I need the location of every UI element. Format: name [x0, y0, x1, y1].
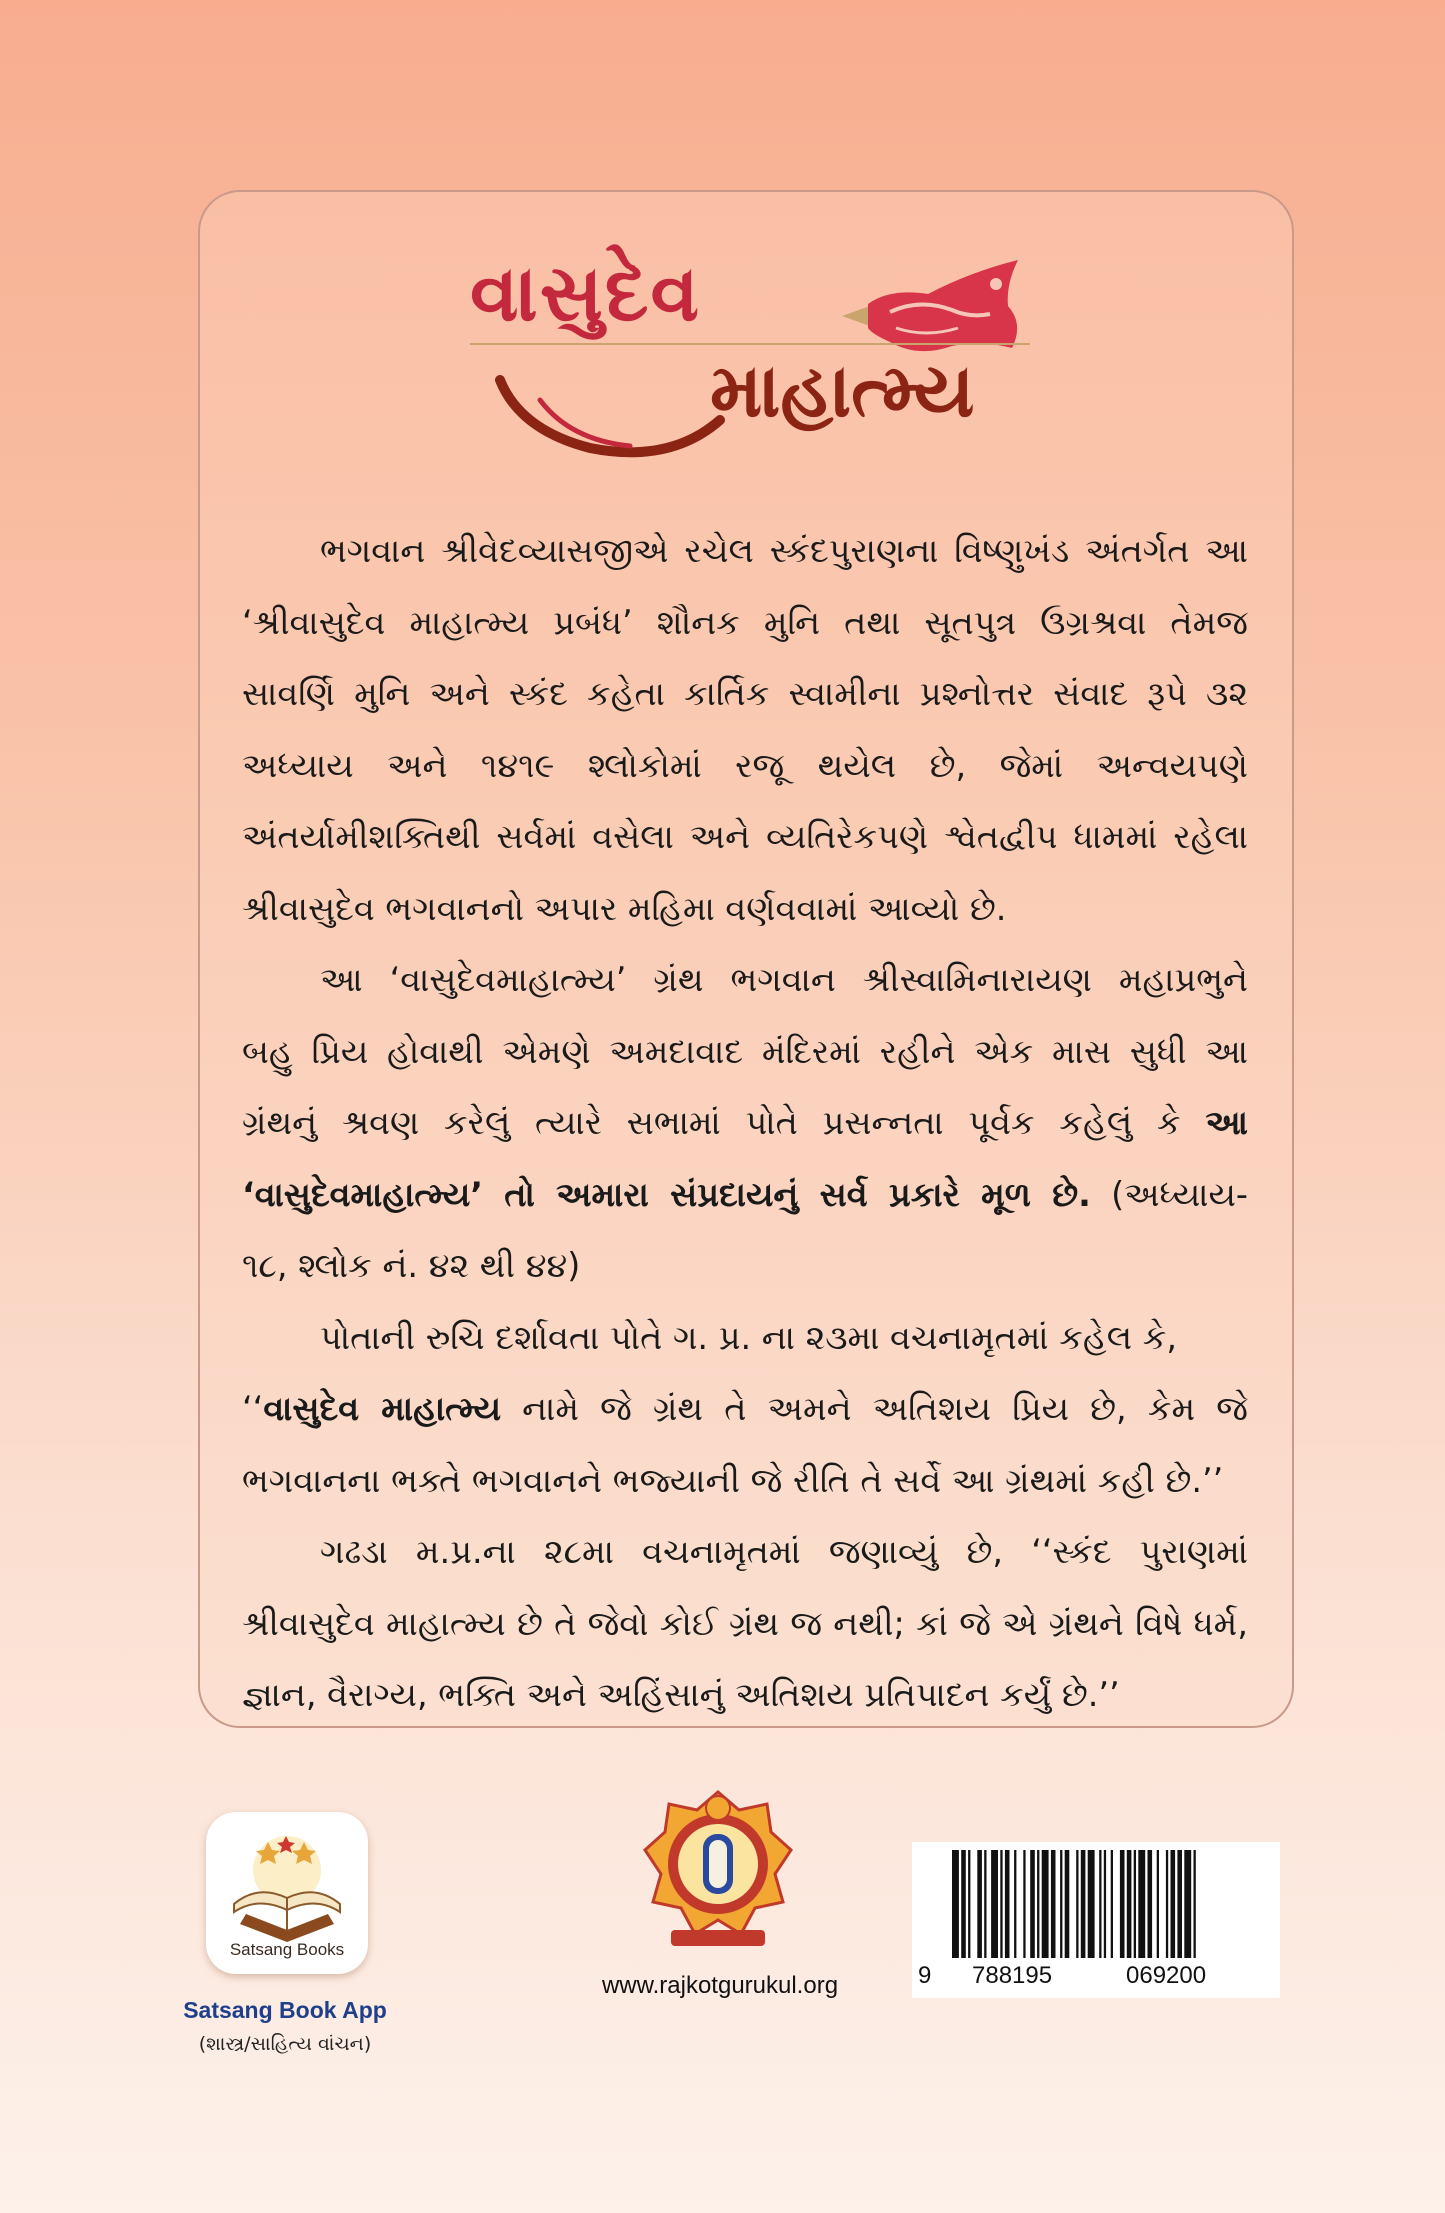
title-line-1: વાસુદેવ [470, 248, 702, 339]
text-segment: ગ્રંથનું શ્રવણ કરેલું ત્યારે સભામાં પોતે પ્રસન્નતા પૂર્વક કહેલું કે [242, 1103, 1181, 1142]
website-link[interactable]: www.rajkotgurukul.org [601, 1972, 839, 1999]
text-segment: ‘‘ [242, 1389, 264, 1428]
book-title [470, 240, 1050, 470]
gurukul-emblem-icon [641, 1788, 795, 1958]
bold-title: વાસુદેવ માહાત્મ્ય [263, 1389, 502, 1428]
app-name[interactable]: Satsang Book App [183, 1997, 387, 2023]
text-line [242, 1087, 1248, 1159]
satsang-books-app-icon[interactable] [206, 1812, 368, 1974]
text-line [242, 1159, 1248, 1231]
text-line: ભગવાનના ભક્તે ભગવાનને ભજ્યાની જે રીતિ તે સર્વે આ ગ્રંથમાં કહી છે.’’ [242, 1460, 1224, 1500]
text-line: સાવર્ણિ મુનિ અને સ્કંદ કહેતા કાર્તિક સ્વામીના પ્રશ્નોત્તર સંવાદ રૂપે ૩૨ [242, 674, 1248, 713]
text-segment: નામે જે ગ્રંથ તે અમને અતિશય પ્રિય છે, કેમ જે [522, 1389, 1248, 1428]
text-line: બહુ પ્રિય હોવાથી એમણે અમદાવાદ મંદિરમાં રહીને એક માસ સુધી આ [242, 1031, 1248, 1071]
text-line: ૧૮, શ્લોક નં. ૪૨ થી ૪૪) [242, 1246, 581, 1285]
app-icon-label: Satsang Books [229, 1940, 345, 1959]
text-segment: (અધ્યાય- [1111, 1174, 1248, 1214]
book-description [242, 515, 1248, 1731]
barcode-group-2: 069200 [1126, 1962, 1207, 1989]
app-subtitle: (શાસ્ત્ર/સાહિત્ય વાંચન) [198, 2033, 372, 2055]
text-line: ‘શ્રીવાસુદેવ માહાત્મ્ય પ્રબંધ’ શૌનક મુનિ તથા સૂતપુત્ર ઉગ્રશ્રવા તેમજ [242, 602, 1248, 642]
title-divider [470, 343, 1030, 345]
text-line: ભગવાન શ્રીવેદવ્યાસજીએ રચેલ સ્કંદપુરાણના વિષ્ણુખંડ અંતર્ગત આ [320, 531, 1248, 570]
text-line: ગઢડા મ.પ્ર.ના ૨૮મા વચનામૃતમાં જણાવ્યું છે, ‘‘સ્કંદ પુરાણમાં [320, 1532, 1248, 1571]
barcode-lead-digit: 9 [918, 1962, 932, 1989]
bold-quote: ‘વાસુદેવમાહાત્મ્ય’ તો અમારા સંપ્રદાયનું સર્વ પ્રકારે મૂળ છે. [242, 1174, 1091, 1214]
text-line: અધ્યાય અને ૧૪૧૯ શ્લોકોમાં રજૂ થયેલ છે, જેમાં અન્વયપણે [242, 745, 1248, 785]
text-line: આ ‘વાસુદેવમાહાત્મ્ય’ ગ્રંથ ભગવાન શ્રીસ્વામિનારાયણ મહાપ્રભુને [320, 960, 1248, 999]
isbn-barcode [912, 1842, 1280, 1998]
text-line: શ્રીવાસુદેવ માહાત્મ્ય છે તે જેવો કોઈ ગ્રંથ જ નથી; કાં જે એ ગ્રંથને વિષે ધર્મ, [242, 1603, 1248, 1643]
text-line: પોતાની રુચિ દર્શાવતા પોતે ગ. પ્ર. ના ૨૩મા વચનામૃતમાં કહેલ કે, [320, 1317, 1178, 1357]
barcode-group-1: 788195 [972, 1962, 1053, 1989]
text-line: અંતર્યામીશક્તિથી સર્વમાં વસેલા અને વ્યતિરેકપણે શ્વેતદ્વીપ ધામમાં રહેલા [242, 817, 1248, 856]
text-line [242, 1373, 1248, 1445]
bold-quote: આ [1205, 1103, 1248, 1142]
title-line-2: માહાત્મ્ય [710, 348, 975, 434]
text-line: જ્ઞાન, વૈરાગ્ય, ભક્તિ અને અહિંસાનું અતિશય પ્રતિપાદન કર્યું છે.’’ [242, 1675, 1120, 1714]
text-line: શ્રીવાસુદેવ ભગવાનનો અપાર મહિમા વર્ણવવામાં આવ્યો છે. [242, 888, 1007, 928]
barcode-bars [952, 1850, 1268, 1958]
